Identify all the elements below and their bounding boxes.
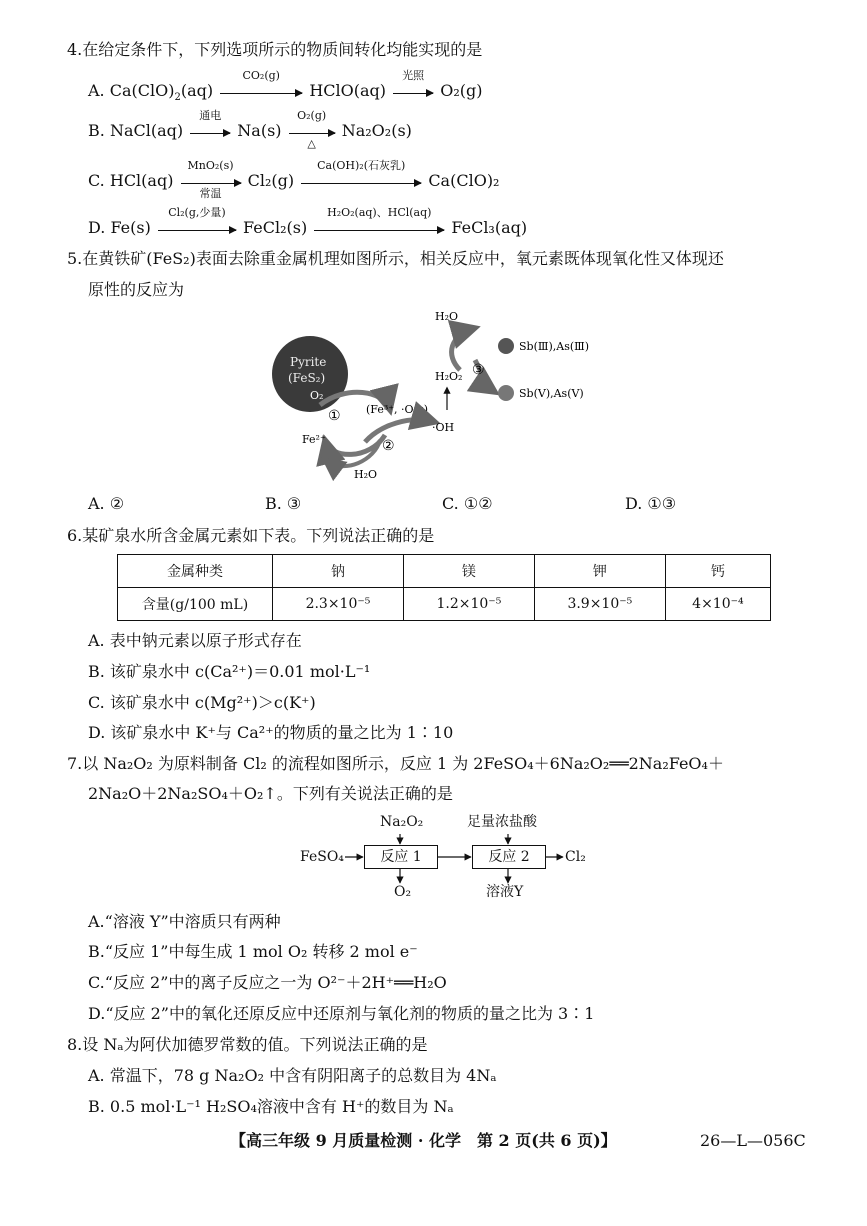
table-header-row (118, 555, 771, 588)
h2o-bottom-label: H₂O (354, 468, 378, 481)
step-2-label: ② (382, 438, 395, 454)
reaction-arrow: MnO₂(s) 常温 (181, 179, 241, 184)
flow-box-reaction-2: 反应 2 (472, 845, 546, 869)
q4-stem: 4.在给定条件下，下列选项所示的物质间转化均能实现的是 (67, 40, 483, 59)
table-cell: 3.9×10⁻⁵ (534, 588, 665, 621)
sb5-particle (498, 385, 514, 401)
q6-option-a[interactable]: A. 表中钠元素以原子形式存在 (88, 631, 302, 650)
sb5-label: Sb(Ⅴ),As(Ⅴ) (519, 387, 584, 400)
paper-code: 26—L—056C (700, 1131, 806, 1150)
q7-option-d[interactable]: D.“反应 2”中的氧化还原反应中还原剂与氧化剂的物质的量之比为 3∶1 (88, 1004, 595, 1023)
pyrite-label: Pyrite (290, 355, 327, 369)
table-cell: 含量(g/100 mL) (118, 588, 273, 621)
table-header-cell: 镁 (403, 555, 534, 588)
reaction-arrow: 通电 (190, 129, 230, 134)
flow-hcl: 足量浓盐酸 (467, 814, 537, 830)
q7-option-a[interactable]: A.“溶液 Y”中溶质只有两种 (88, 912, 281, 931)
table-cell: 1.2×10⁻⁵ (403, 588, 534, 621)
pyrite-mechanism-diagram (270, 300, 630, 490)
q6-option-b[interactable]: B. 该矿泉水中 c(Ca²⁺)＝0.01 mol·L⁻¹ (88, 662, 371, 681)
q7-option-b[interactable]: B.“反应 1”中每生成 1 mol O₂ 转移 2 mol e⁻ (88, 942, 418, 961)
o2-label: O₂ (310, 389, 324, 402)
sb3-particle (498, 338, 514, 354)
oh-radical-label: ·OH (432, 421, 455, 434)
q8-option-a[interactable]: A. 常温下，78 g Na₂O₂ 中含有阴阳离子的总数目为 4Nₐ (88, 1066, 497, 1085)
h2o2-label: H₂O₂ (435, 370, 463, 383)
q5-stem-line2: 原性的反应为 (88, 280, 185, 299)
flow-feso4: FeSO₄ (300, 849, 344, 865)
table-header-cell: 钙 (665, 555, 770, 588)
cycle-2-arrow-top (365, 420, 435, 442)
reaction-arrow: H₂O₂(aq)、HCl(aq) (314, 226, 444, 231)
table-header-cell: 钾 (534, 555, 665, 588)
q5-stem-line1: 5.在黄铁矿(FeS₂)表面去除重金属机理如图所示，相关反应中，氧元素既体现氧化性又体现还 (67, 249, 724, 268)
flow-na2o2: Na₂O₂ (380, 814, 424, 830)
q5-option-b[interactable]: B. ③ (265, 494, 302, 513)
q6-option-c[interactable]: C. 该矿泉水中 c(Mg²⁺)＞c(K⁺) (88, 693, 316, 712)
flow-cl2: Cl₂ (565, 849, 586, 865)
reaction-arrow: CO₂(g) (220, 89, 302, 94)
step-3-label: ③ (472, 362, 485, 378)
sb3-label: Sb(Ⅲ),As(Ⅲ) (519, 340, 590, 353)
q5-option-d[interactable]: D. ①③ (625, 494, 677, 513)
q4-option-d[interactable]: D. Fe(s) Cl₂(g,少量) FeCl₂(s) H₂O₂(aq)、HCl(aq) FeCl₃(aq) (88, 205, 528, 237)
reaction-arrow: Ca(OH)₂(石灰乳) (301, 179, 421, 184)
reaction-arrow: O₂(g) △ (289, 129, 335, 134)
q5-option-a[interactable]: A. ② (88, 494, 125, 513)
pyrite-formula: (FeS₂) (288, 371, 326, 385)
table-cell: 2.3×10⁻⁵ (273, 588, 404, 621)
step-1-label: ① (328, 408, 341, 424)
table-cell: 4×10⁻⁴ (665, 588, 770, 621)
flow-solution-y: 溶液Y (486, 884, 524, 900)
q4-option-b[interactable]: B. NaCl(aq) 通电 Na(s) O₂(g) △ Na₂O₂(s) (88, 108, 412, 150)
q4-option-c[interactable]: C. HCl(aq) MnO₂(s) 常温 Cl₂(g) Ca(OH)₂(石灰乳) Ca(ClO)₂ (88, 158, 500, 200)
table-header-cell: 金属种类 (118, 555, 273, 588)
q6-option-d[interactable]: D. 该矿泉水中 K⁺与 Ca²⁺的物质的量之比为 1∶10 (88, 723, 454, 742)
mineral-water-table (117, 554, 771, 621)
q8-stem: 8.设 Nₐ为阿伏加德罗常数的值。下列说法正确的是 (67, 1035, 428, 1054)
page-footer: 【高三年级 9 月质量检测 · 化学 第 2 页(共 6 页)】 (230, 1131, 617, 1150)
q7-stem-line1: 7.以 Na₂O₂ 为原料制备 Cl₂ 的流程如图所示，反应 1 为 2FeSO₄＋6Na₂O₂══2Na₂FeO₄＋ (67, 754, 724, 773)
flow-arrows (290, 830, 590, 890)
q5-option-c[interactable]: C. ①② (442, 494, 493, 513)
reaction-arrow: Cl₂(g,少量) (158, 226, 236, 231)
fe2-label: Fe²⁺ (302, 433, 326, 446)
reaction-arrow: 光照 (393, 89, 433, 94)
q7-option-c[interactable]: C.“反应 2”中的离子反应之一为 O²⁻＋2H⁺══H₂O (88, 973, 447, 992)
fe3-radical-label: (Fe³⁺, ·O₂⁻) (366, 403, 429, 416)
table-header-cell: 钠 (273, 555, 404, 588)
table-row (118, 588, 771, 621)
h2o-top-label: H₂O (435, 310, 459, 323)
q6-stem: 6.某矿泉水所含金属元素如下表。下列说法正确的是 (67, 526, 435, 545)
q8-option-b[interactable]: B. 0.5 mol·L⁻¹ H₂SO₄溶液中含有 H⁺的数目为 Nₐ (88, 1097, 454, 1116)
q7-stem-line2: 2Na₂O＋2Na₂SO₄＋O₂↑。下列有关说法正确的是 (88, 784, 453, 803)
q4-option-a[interactable]: A. $Ca(ClO)_2(aq)$ CO₂(g) HClO(aq) 光照 O₂(g) (88, 68, 483, 104)
flow-box-reaction-1: 反应 1 (364, 845, 438, 869)
flow-o2: O₂ (394, 884, 412, 900)
